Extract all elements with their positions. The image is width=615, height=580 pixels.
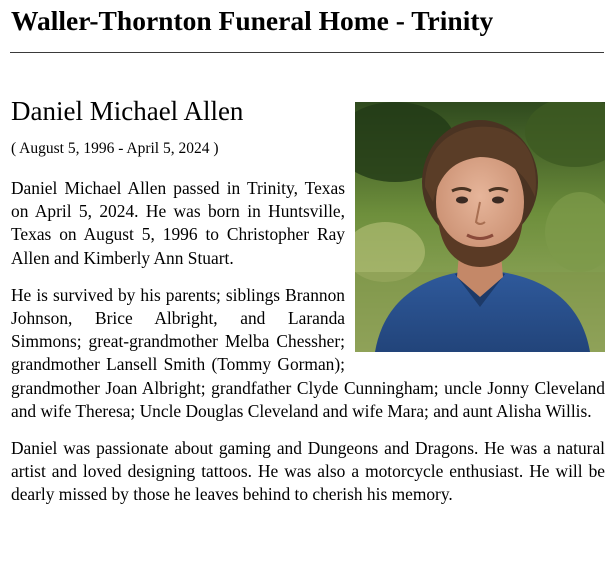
obituary-paragraph: Daniel Michael Allen passed in Trinity, Texas on April 5, 2024. He was born in Huntsville, Texas on August 5, 1996 to Christopher Ray Allen and Kimberly Ann Stuart. <box>11 178 345 268</box>
obituary-paragraph: Daniel was passionate about gaming and Dungeons and Dragons. He was a natural artist and loved designing tattoos. He was also a motorcycle enthusiast. He will be dearly missed by those he leaves behind to cherish his memory. <box>11 438 605 505</box>
header-divider <box>10 52 604 53</box>
portrait-photo <box>355 102 605 352</box>
site-title: Waller-Thornton Funeral Home - Trinity <box>11 5 494 36</box>
obituary-content <box>11 90 605 507</box>
life-dates: ( August 5, 1996 - April 5, 2024 ) <box>11 140 219 157</box>
obituary-paragraph: He is survived by his parents; siblings Brannon Johnson, Brice Albright, and Laranda Simmons; great-grandmother Melba Chessher; grandmother Lansell Smith (Tommy Gorman); grandmother Joan Albright; grandfather Clyde Cunningham; uncle Jonny Cleveland and wife Theresa; Uncle Douglas Cleveland and wife Mara; and aunt Alisha Willis. <box>11 284 605 421</box>
deceased-name: Daniel Michael Allen <box>11 96 244 126</box>
